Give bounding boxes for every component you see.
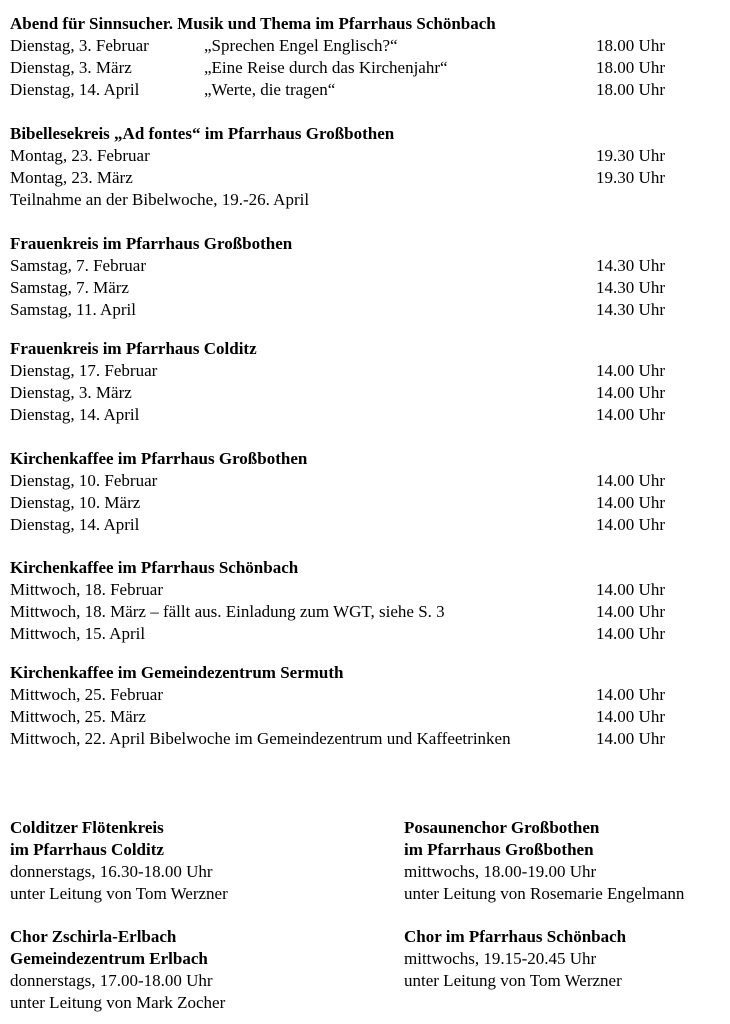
group-title: Colditzer Flötenkreis [10, 818, 164, 837]
event-date: Samstag, 11. April [10, 300, 136, 319]
event-time: 14.00 Uhr [596, 383, 665, 402]
group-leader: unter Leitung von Rosemarie Engelmann [404, 884, 685, 903]
event-row [10, 145, 710, 167]
event-row [10, 728, 710, 750]
event-row [10, 299, 710, 321]
event-section-bibellesekreis [10, 123, 710, 211]
event-row [10, 255, 710, 277]
event-section-kirchenkaffee-grossbothen [10, 448, 710, 536]
event-row [10, 277, 710, 299]
event-time: 19.30 Uhr [596, 146, 665, 165]
event-note: Teilnahme an der Bibelwoche, 19.-26. April [10, 190, 310, 209]
event-date: Dienstag, 3. Februar [10, 36, 149, 55]
section-title: Kirchenkaffee im Gemeindezentrum Sermuth [10, 663, 344, 682]
event-date: Dienstag, 14. April [10, 80, 140, 99]
event-time: 14.00 Uhr [596, 602, 665, 621]
event-date: Dienstag, 10. Februar [10, 471, 158, 490]
event-date: Dienstag, 14. April [10, 405, 140, 424]
event-topic: „Werte, die tragen“ [204, 80, 336, 99]
event-row [10, 360, 710, 382]
group-title: Chor im Pfarrhaus Schönbach [404, 927, 627, 946]
section-title: Kirchenkaffee im Pfarrhaus Großbothen [10, 449, 308, 468]
event-date: Dienstag, 14. April [10, 515, 140, 534]
event-time: 14.30 Uhr [596, 278, 665, 297]
group-chor-zschirla-erlbach [10, 926, 340, 1014]
event-section-kirchenkaffee-sermuth [10, 662, 710, 750]
event-row [10, 492, 710, 514]
section-title: Frauenkreis im Pfarrhaus Colditz [10, 339, 257, 358]
event-date: Dienstag, 3. März [10, 58, 132, 77]
event-row [10, 382, 710, 404]
event-date: Dienstag, 3. März [10, 383, 132, 402]
event-date: Dienstag, 17. Februar [10, 361, 158, 380]
event-row [10, 79, 710, 101]
group-location: im Pfarrhaus Colditz [10, 840, 164, 859]
group-leader: unter Leitung von Tom Werzner [10, 884, 228, 903]
event-date: Mittwoch, 22. April Bibelwoche im Gemeindezentrum und Kaffeetrinken [10, 729, 511, 748]
event-section-frauenkreis-colditz [10, 338, 710, 426]
event-date: Mittwoch, 25. März [10, 707, 146, 726]
event-time: 18.00 Uhr [596, 58, 665, 77]
event-note-row [10, 189, 710, 211]
event-time: 18.00 Uhr [596, 80, 665, 99]
event-date: Dienstag, 10. März [10, 493, 141, 512]
event-time: 14.00 Uhr [596, 361, 665, 380]
event-row [10, 706, 710, 728]
event-row [10, 623, 710, 645]
event-date: Mittwoch, 25. Februar [10, 685, 163, 704]
event-date: Mittwoch, 18. März – fällt aus. Einladung zum WGT, siehe S. 3 [10, 602, 445, 621]
group-schedule: mittwochs, 19.15-20.45 Uhr [404, 949, 597, 968]
section-title: Bibellesekreis „Ad fontes“ im Pfarrhaus Großbothen [10, 124, 395, 143]
group-location: im Pfarrhaus Großbothen [404, 840, 594, 859]
event-row [10, 404, 710, 426]
event-time: 14.00 Uhr [596, 624, 665, 643]
event-time: 14.30 Uhr [596, 256, 665, 275]
event-row [10, 514, 710, 536]
event-time: 14.30 Uhr [596, 300, 665, 319]
group-leader: unter Leitung von Mark Zocher [10, 993, 226, 1012]
group-posaunenchor [404, 817, 730, 905]
group-location: Gemeindezentrum Erlbach [10, 949, 208, 968]
event-date: Samstag, 7. Februar [10, 256, 146, 275]
event-section-kirchenkaffee-schoenbach [10, 557, 710, 645]
group-leader: unter Leitung von Tom Werzner [404, 971, 622, 990]
group-chor-schoenbach [404, 926, 730, 992]
event-date: Montag, 23. Februar [10, 146, 150, 165]
event-topic: „Eine Reise durch das Kirchenjahr“ [204, 58, 448, 77]
event-date: Mittwoch, 15. April [10, 624, 146, 643]
event-date: Mittwoch, 18. Februar [10, 580, 163, 599]
event-row [10, 35, 710, 57]
event-time: 14.00 Uhr [596, 405, 665, 424]
event-row [10, 57, 710, 79]
event-time: 14.00 Uhr [596, 471, 665, 490]
event-date: Montag, 23. März [10, 168, 133, 187]
section-title: Frauenkreis im Pfarrhaus Großbothen [10, 234, 293, 253]
event-time: 14.00 Uhr [596, 493, 665, 512]
event-time: 14.00 Uhr [596, 580, 665, 599]
group-schedule: donnerstags, 16.30-18.00 Uhr [10, 862, 213, 881]
event-row [10, 579, 710, 601]
section-title: Abend für Sinnsucher. Musik und Thema im Pfarrhaus Schönbach [10, 14, 496, 33]
event-section-sinnsucher [10, 13, 710, 101]
event-time: 14.00 Uhr [596, 515, 665, 534]
event-time: 14.00 Uhr [596, 729, 665, 748]
event-topic: „Sprechen Engel Englisch?“ [204, 36, 398, 55]
group-title: Posaunenchor Großbothen [404, 818, 600, 837]
section-title: Kirchenkaffee im Pfarrhaus Schönbach [10, 558, 299, 577]
group-schedule: mittwochs, 18.00-19.00 Uhr [404, 862, 597, 881]
event-time: 14.00 Uhr [596, 707, 665, 726]
event-row [10, 684, 710, 706]
event-date: Samstag, 7. März [10, 278, 129, 297]
group-floetenkreis [10, 817, 340, 905]
group-schedule: donnerstags, 17.00-18.00 Uhr [10, 971, 213, 990]
event-time: 19.30 Uhr [596, 168, 665, 187]
event-row [10, 167, 710, 189]
event-row [10, 601, 710, 623]
group-title: Chor Zschirla-Erlbach [10, 927, 177, 946]
event-row [10, 470, 710, 492]
event-time: 14.00 Uhr [596, 685, 665, 704]
event-time: 18.00 Uhr [596, 36, 665, 55]
event-section-frauenkreis-grossbothen [10, 233, 710, 321]
